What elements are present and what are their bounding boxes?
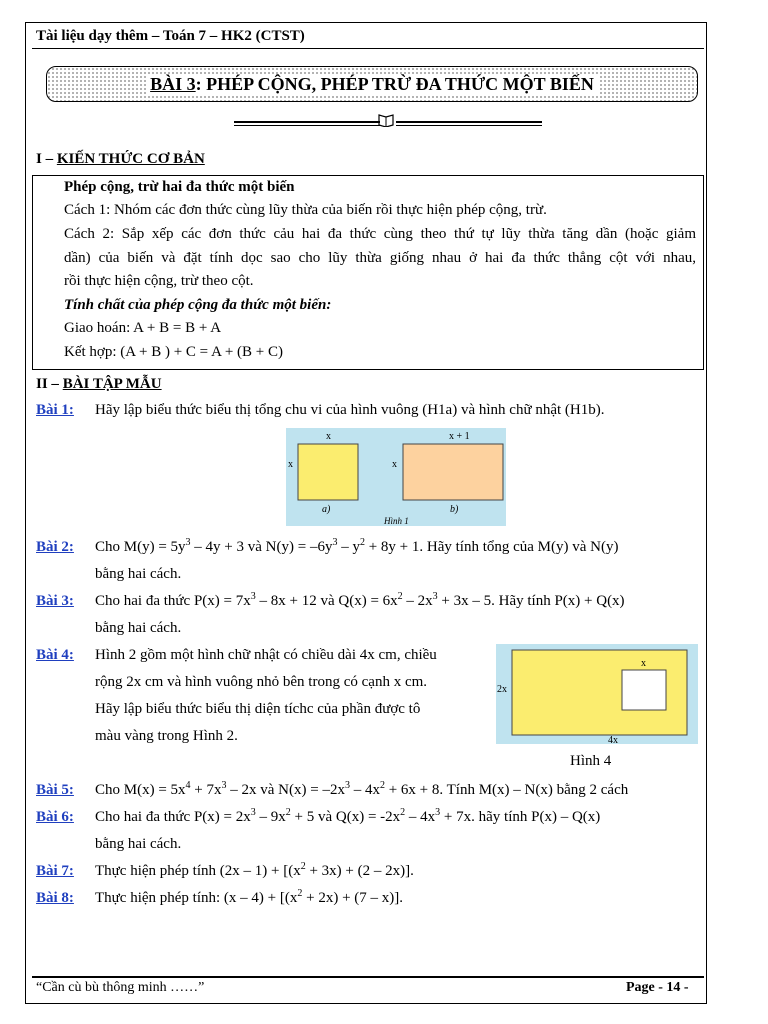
footer-quote: “Cần cù bù thông minh ……”	[36, 980, 205, 995]
figure1-caption-a: a)	[322, 504, 331, 515]
exercise-1-text: Hãy lập biểu thức biểu thị tổng chu vi của hình vuông (H1a) và hình chữ nhật (H1b).	[95, 402, 605, 418]
figure-2	[496, 644, 698, 744]
section2-heading: II – BÀI TẬP MẪU	[36, 376, 162, 392]
exercise-2-label: Bài 2:	[36, 539, 74, 555]
exercise-8-label: Bài 8:	[36, 890, 74, 906]
theory-heading: Phép cộng, trừ hai đa thức một biến	[64, 179, 295, 195]
figure2-inner-top: x	[641, 658, 646, 669]
section1-heading: I – KIẾN THỨC CƠ BẢN	[36, 151, 205, 167]
exercise-2-line2: bằng hai cách.	[95, 566, 182, 582]
exercise-6-line2: bằng hai cách.	[95, 836, 182, 852]
figure2-bottom: 4x	[608, 735, 618, 744]
header-rule	[32, 48, 704, 49]
exercise-5-label: Bài 5:	[36, 782, 74, 798]
figure1-rect-left: x	[392, 459, 397, 470]
exercise-4-line1: Hình 2 gồm một hình chữ nhật có chiều dài 4x cm, chiều	[95, 647, 437, 663]
theory-cach2-line2: dần) của biến và đặt tính dọc sao cho lũy thừa giống nhau ở hai đa thức thẳng cột với nhau,	[64, 250, 696, 266]
exercise-7-text: Thực hiện phép tính $(2x - 1) + [(x^2 + 3x) + (2 - 2x)]$.	[95, 861, 414, 879]
exercise-2-line1: Cho $M(y) = 5y^3 - 4y + 3$ và $N(y) = -6y^3 - y^2 + 8y + 1$. Hãy tính tổng của M(y) và N(y)	[95, 537, 619, 555]
property-associative: Kết hợp: (A + B ) + C = A + (B + C)	[64, 344, 283, 360]
section2-title: BÀI TẬP MẪU	[62, 376, 162, 392]
lesson-number: BÀI 3	[150, 73, 196, 94]
figure2-inner-square	[622, 670, 666, 710]
exercise-7-label: Bài 7:	[36, 863, 74, 879]
exercise-4-line3: Hãy lập biểu thức biểu thị diện tíchc của phần được tô	[95, 701, 421, 717]
figure1-square-top: x	[326, 431, 331, 442]
exercise-4-label: Bài 4:	[36, 647, 74, 663]
figure2-caption: Hình 4	[570, 753, 612, 769]
figure1-square-left: x	[288, 459, 293, 470]
property-heading: Tính chất của phép cộng đa thức một biến:	[64, 297, 332, 313]
exercise-3-line2: bằng hai cách.	[95, 620, 182, 636]
figure2-left: 2x	[497, 684, 507, 695]
figure-1	[286, 428, 506, 526]
exercise-3-label: Bài 3:	[36, 593, 74, 609]
exercise-6-line1: Cho hai đa thức $P(x) = 2x^3 - 9x^2 + 5$ và $Q(x) = -2x^2 - 4x^3 + 7x$. hãy tính P(x) – Q(x)	[95, 807, 601, 825]
figure1-caption-b: b)	[450, 504, 459, 515]
theory-cach1: Cách 1: Nhóm các đơn thức cùng lũy thừa của biến rồi thực hiện phép cộng, trừ.	[64, 202, 547, 218]
lesson-name: : PHÉP CỘNG, PHÉP TRỪ ĐA THỨC MỘT BIẾN	[195, 73, 594, 94]
exercise-3-line1: Cho hai đa thức $P(x) = 7x^3 - 8x + 12$ và $Q(x) = 6x^2 - 2x^3 + 3x - 5$. Hãy tính P(x) + Q(x)	[95, 591, 625, 609]
figure1-square	[298, 444, 358, 500]
property-commutative: Giao hoán: A + B = B + A	[64, 320, 222, 336]
book-icon	[378, 113, 394, 129]
page-number: Page - 14 -	[626, 980, 689, 995]
exercise-1-label: Bài 1:	[36, 402, 74, 418]
exercise-6-label: Bài 6:	[36, 809, 74, 825]
document-header: Tài liệu dạy thêm – Toán 7 – HK2 (CTST)	[36, 28, 305, 44]
footer-rule	[32, 976, 704, 978]
lesson-title	[146, 74, 598, 95]
figure1-caption: Hình 1	[384, 516, 409, 526]
exercise-8-text: Thực hiện phép tính: $(x - 4) + [(x^2 + 2x) + (7 - x)]$.	[95, 888, 404, 906]
exercise-4-line2: rộng 2x cm và hình vuông nhỏ bên trong có cạnh x cm.	[95, 674, 428, 690]
lesson-title-box	[46, 66, 698, 102]
title-divider	[234, 116, 534, 132]
figure1-rectangle	[403, 444, 503, 500]
figure1-rect-top: x + 1	[449, 431, 470, 442]
theory-cach2-line1: Cách 2: Sắp xếp các đơn thức cảu hai đa thức cùng theo thứ tự lũy thừa tăng dần (hoặc giảm	[64, 226, 696, 242]
exercise-4-line4: màu vàng trong Hình 2.	[95, 728, 238, 744]
section1-title: KIẾN THỨC CƠ BẢN	[56, 151, 205, 167]
exercise-5-text: Cho $M(x) = 5x^4 + 7x^3 - 2x$ và $N(x) = -2x^3 - 4x^2 + 6x + 8$. Tính M(x) – N(x) bằng 2 cách	[95, 780, 629, 798]
theory-cach2-line3: rồi thực hiện cộng, trừ theo cột.	[64, 273, 254, 289]
